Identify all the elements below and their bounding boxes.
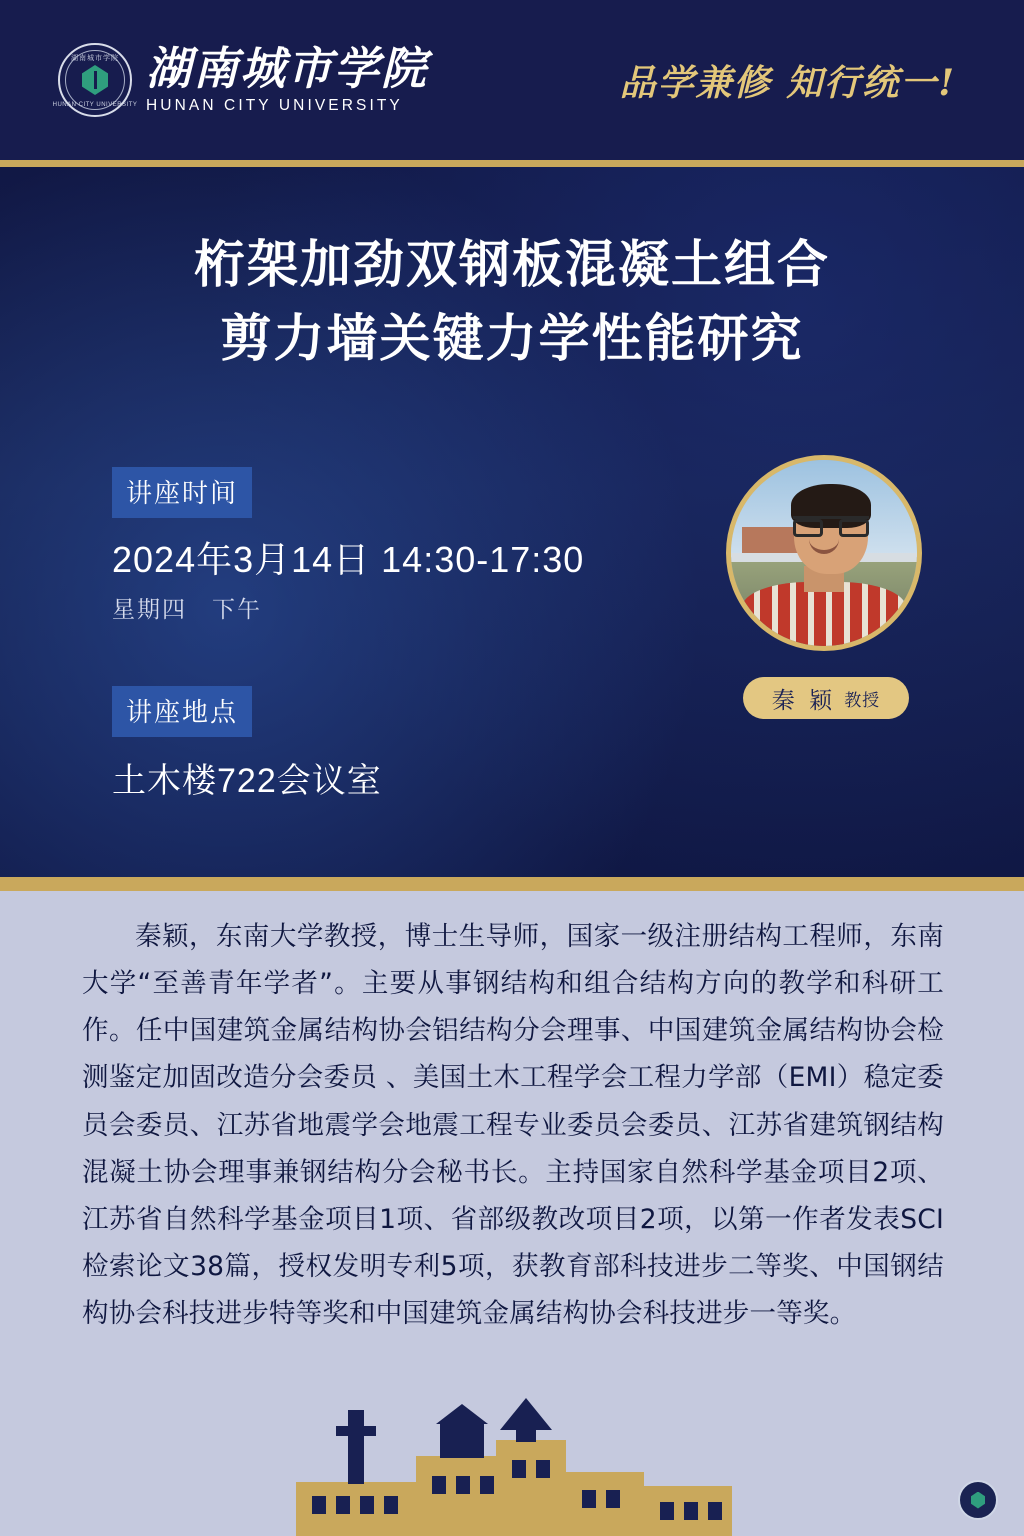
lecture-place-block	[112, 686, 672, 802]
glasses-icon	[793, 516, 869, 539]
title-line-1: 桁架加劲双钢板混凝土组合	[193, 236, 830, 295]
speaker-title: 教授	[844, 690, 881, 710]
lecture-info	[112, 467, 672, 802]
university-seal-icon	[52, 43, 138, 117]
avatar	[726, 455, 922, 651]
lecture-time-sub: 星期四 下午	[112, 596, 262, 622]
university-name-en: HUNAN CITY UNIVERSITY	[146, 97, 403, 115]
speaker-name: 秦 颖	[771, 686, 837, 713]
speaker-bio-text: 秦颖，东南大学教授，博士生导师，国家一级注册结构工程师，东南大学“至善青年学者”。主要从事钢结构和组合结构方向的教学和科研工作。任中国建筑金属结构协会铝结构分会理事、中国建筑金属结构协会检测鉴定加固改造分会委员 、美国土木工程学会工程力学部（EMI）稳定委员会委员、江苏省地震学会地震工程专业委员会委员、江苏省建筑钢结构混凝土协会理事兼钢结构分会秘书长。主持国家自然科学基金项目2项、江苏省自然科学基金项目1项、省部级教改项目2项，以第一作者发表SCI检索论文38篇，授权发明专利5项，获教育部科技进步二等奖、中国钢结构协会科技进步特等奖和中国建筑金属结构协会科技进步一等奖。	[82, 921, 944, 1330]
seal-top-text: 湖南城市学院	[71, 55, 119, 62]
university-logo	[52, 41, 429, 117]
bio-panel	[0, 891, 1024, 1536]
lecture-time-value: 2024年3月14日 14:30-17:30	[112, 539, 585, 580]
university-motto: 品学兼修 知行统一!	[619, 61, 956, 104]
hero-section	[0, 167, 1024, 877]
lecture-place-label: 讲座地点	[112, 686, 252, 737]
university-seal-small-icon	[958, 1480, 998, 1520]
title-line-2: 剪力墙关键力学性能研究	[220, 309, 804, 369]
seal-bottom-text: HUNAN CITY UNIVERSITY	[52, 102, 138, 108]
section-gold-divider	[0, 877, 1024, 891]
lecture-time-label: 讲座时间	[112, 467, 252, 518]
university-name-cn: 湖南城市学院	[146, 41, 429, 95]
speaker-card	[726, 455, 926, 719]
speaker-name-badge	[743, 677, 909, 719]
city-skyline-icon	[0, 1386, 1024, 1536]
header-gold-rule	[0, 160, 1024, 167]
seal-mark-small-icon	[971, 1492, 985, 1509]
seal-mark-icon	[82, 65, 108, 95]
lecture-place-value: 土木楼722会议室	[112, 762, 382, 800]
page-title	[0, 229, 1024, 377]
poster-header	[0, 0, 1024, 160]
lecture-time-block	[112, 467, 672, 624]
